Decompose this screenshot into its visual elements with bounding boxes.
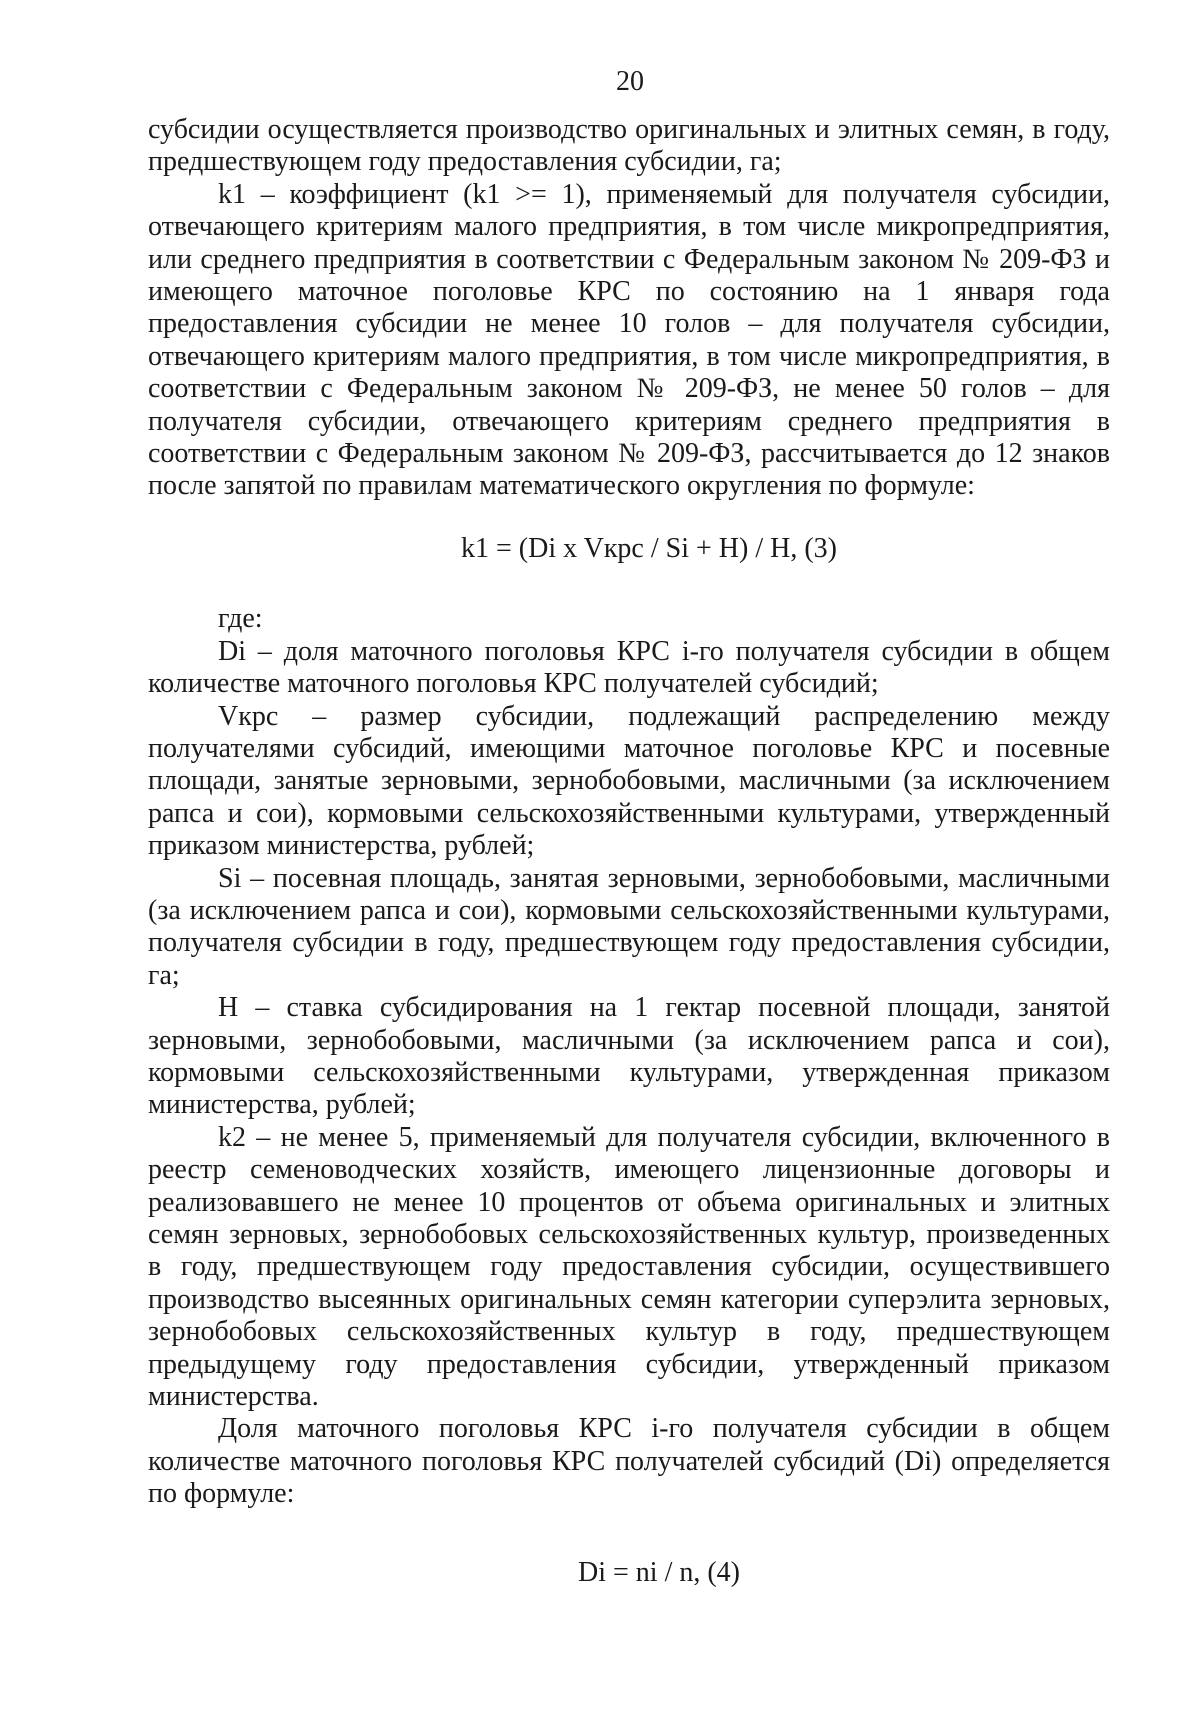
paragraph-vkrs-definition: Vкрс – размер субсидии, подлежащий распределению между получателями субсидий, имеющими маточное поголовье КРС и посевные площади, занятые зерновыми, зернобобовыми, масличными (за исключением рапса и сои), кормовыми сельскохозяйственными культурами, утвержденный приказом министерства, рублей; <box>148 700 1110 862</box>
paragraph-continuation: субсидии осуществляется производство оригинальных и элитных семян, в году, предшествующем году предоставления субсидии, га; <box>148 114 1110 178</box>
document-body <box>148 114 1110 1627</box>
page-number: 20 <box>616 66 644 97</box>
formula-3: k1 = (Di x Vкрс / Si + H) / H, (3) <box>461 532 837 564</box>
paragraph-di-definition: Di – доля маточного поголовья КРС i-го получателя субсидии в общем количестве маточного поголовья КРС получателей субсидий; <box>148 635 1110 700</box>
paragraph-k1-definition: k1 – коэффициент (k1 >= 1), применяемый для получателя субсидии, отвечающего критериям малого предприятия, в том числе микропредприятия, или среднего предприятия в соответствии с Федеральным законом № 209-ФЗ и имеющего маточное поголовье КРС по состоянию на 1 января года предоставления субсидии не менее 10 голов – для получателя субсидии, отвечающего критериям малого предприятия, в том числе микропредприятия, в соответствии с Федеральным законом № 209-ФЗ, не менее 50 голов – для получателя субсидии, отвечающего критериям среднего предприятия в соответствии с Федеральным законом № 209-ФЗ, рассчитывается до 12 знаков после запятой по правилам математического округления по формуле: <box>148 178 1110 502</box>
formula-4: Di = ni / n, (4) <box>578 1556 740 1588</box>
paragraph-k2-definition: k2 – не менее 5, применяемый для получателя субсидии, включенного в реестр семеноводческих хозяйств, имеющего лицензионные договоры и реализовавшего не менее 10 процентов от объема оригинальных и элитных семян зерновых, зернобобовых сельскохозяйственных культур, произведенных в году, предшествующем году предоставления субсидии, осуществившего производство высеянных оригинальных семян категории суперэлита зерновых, зернобобовых сельскохозяйственных культур в году, предшествующем предыдущему году предоставления субсидии, утвержденный приказом министерства. <box>148 1121 1110 1413</box>
paragraph-si-definition: Si – посевная площадь, занятая зерновыми, зернобобовыми, масличными (за исключением рапса и сои), кормовыми сельскохозяйственными культурами, получателя субсидии в году, предшествующем году предоставления субсидии, га; <box>148 862 1110 991</box>
paragraph-di-formula-intro: Доля маточного поголовья КРС i-го получателя субсидии в общем количестве маточного поголовья КРС получателей субсидий (Di) определяется по формуле: <box>148 1413 1110 1510</box>
where-label: где: <box>218 603 263 635</box>
paragraph-h-definition: H – ставка субсидирования на 1 гектар посевной площади, занятой зерновыми, зернобобовыми, масличными (за исключением рапса и сои), кормовыми сельскохозяйственными культурами, утвержденная приказом министерства, рублей; <box>148 992 1110 1121</box>
